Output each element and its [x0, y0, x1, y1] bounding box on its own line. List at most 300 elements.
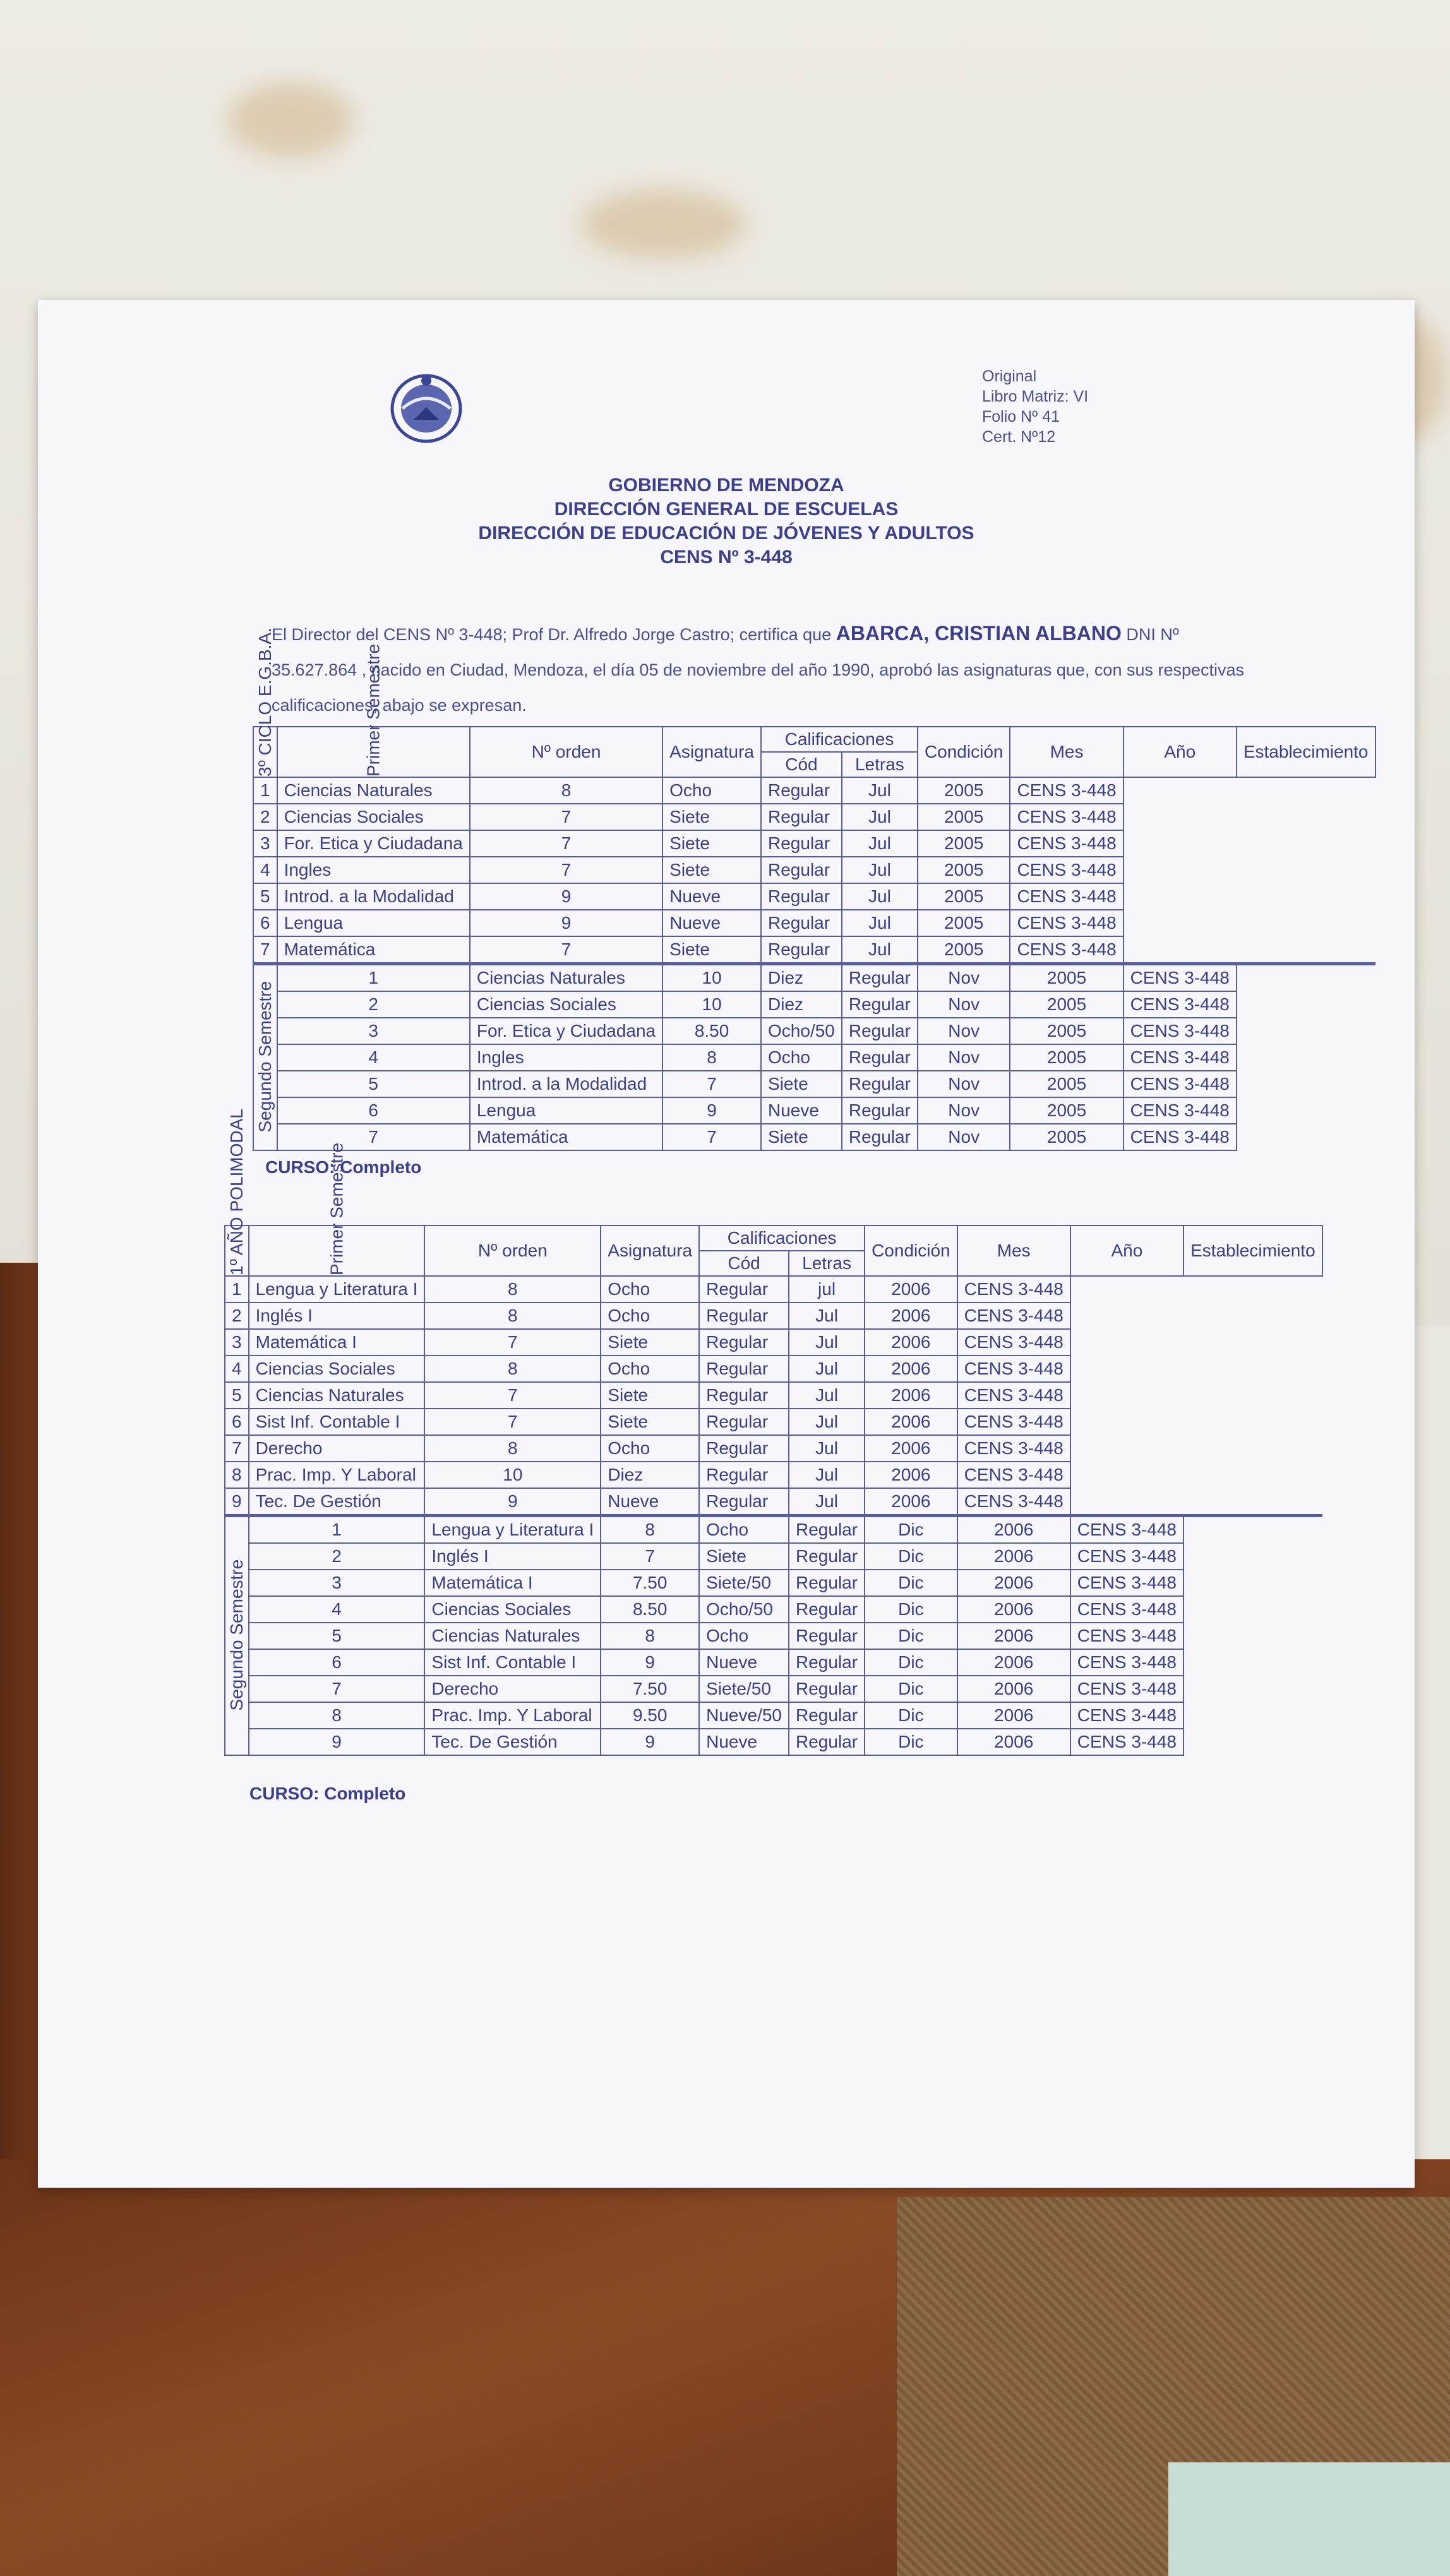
cell-establecimiento: CENS 3-448	[1010, 830, 1123, 857]
cell-mes: Jul	[842, 804, 918, 830]
cell-establecimiento: CENS 3-448	[1070, 1543, 1183, 1570]
cell-establecimiento: CENS 3-448	[1010, 804, 1123, 830]
crest-icon	[388, 369, 464, 445]
cell-orden: 4	[277, 1044, 470, 1071]
cell-cod: 8	[470, 777, 662, 804]
col-orden: Nº orden	[424, 1225, 601, 1276]
cell-asignatura: Ciencias Naturales	[277, 777, 470, 804]
cell-cod: 7	[470, 830, 662, 857]
cell-anio: 2006	[865, 1435, 957, 1462]
cell-condicion: Regular	[789, 1516, 865, 1544]
cycle-label: 1º AÑO POLIMODAL	[225, 1225, 249, 1276]
cell-letras: Nueve	[662, 910, 761, 936]
table-row	[253, 1124, 1375, 1150]
cell-orden: 4	[225, 1356, 249, 1382]
semester-label: Primer Semestre	[277, 727, 470, 777]
table-row	[253, 804, 1375, 830]
cell-mes: Jul	[789, 1462, 865, 1488]
cell-condicion: Regular	[699, 1435, 789, 1462]
cell-letras: Nueve	[699, 1649, 789, 1676]
table-row	[225, 1702, 1322, 1729]
cell-orden: 5	[277, 1071, 470, 1097]
cell-condicion: Regular	[842, 1097, 918, 1124]
table-row	[253, 883, 1375, 910]
intro-part2: DNI Nº 35.627.864 , nacido en Ciudad, Mendoza, el día 05 de noviembre del año 1990, aprobó las asignaturas que, con sus respectivas calificaciones, abajo se expresan.	[272, 625, 1245, 715]
cell-cod: 10	[424, 1462, 601, 1488]
cell-cod: 10	[662, 964, 761, 992]
table-row	[253, 857, 1375, 883]
cell-condicion: Regular	[761, 883, 842, 910]
cell-establecimiento: CENS 3-448	[1070, 1729, 1183, 1755]
cell-orden: 9	[225, 1488, 249, 1516]
cell-orden: 7	[253, 936, 277, 964]
cell-mes: Dic	[865, 1676, 957, 1702]
table-row	[225, 1729, 1322, 1755]
table-row	[225, 1570, 1322, 1596]
heading-direccion-general: DIRECCIÓN GENERAL DE ESCUELAS	[554, 499, 899, 520]
cell-letras: Siete	[662, 857, 761, 883]
cell-asignatura: Ciencias Naturales	[249, 1382, 425, 1409]
cell-mes: Jul	[789, 1409, 865, 1435]
cell-asignatura: Introd. a la Modalidad	[277, 883, 470, 910]
cell-asignatura: Lengua y Literatura I	[424, 1516, 601, 1544]
cell-anio: 2005	[918, 883, 1010, 910]
cell-cod: 9	[601, 1649, 699, 1676]
cell-anio: 2005	[1010, 1071, 1123, 1097]
cell-mes: Nov	[918, 1071, 1010, 1097]
cell-asignatura: Matemática I	[424, 1570, 601, 1596]
ref-original: Original	[982, 367, 1037, 385]
cell-condicion: Regular	[842, 1018, 918, 1044]
cell-orden: 9	[249, 1729, 425, 1755]
cell-cod: 7	[424, 1409, 601, 1435]
cell-asignatura: Prac. Imp. Y Laboral	[249, 1462, 425, 1488]
cell-anio: 2006	[865, 1356, 957, 1382]
cell-anio: 2006	[957, 1516, 1070, 1544]
cell-letras: Ocho	[601, 1435, 699, 1462]
cell-letras: Nueve	[662, 883, 761, 910]
cell-asignatura: Ingles	[277, 857, 470, 883]
cell-orden: 5	[253, 883, 277, 910]
table-row	[225, 1409, 1322, 1435]
cell-anio: 2006	[957, 1570, 1070, 1596]
cell-letras: Ocho	[662, 777, 761, 804]
cell-mes: Jul	[789, 1435, 865, 1462]
cell-condicion: Regular	[761, 804, 842, 830]
cell-orden: 5	[225, 1382, 249, 1409]
cell-mes: Dic	[865, 1649, 957, 1676]
cell-mes: Nov	[918, 964, 1010, 992]
cell-anio: 2005	[1010, 964, 1123, 992]
cell-cod: 7	[662, 1071, 761, 1097]
cell-condicion: Regular	[842, 1044, 918, 1071]
cell-asignatura: Sist Inf. Contable I	[249, 1409, 425, 1435]
cell-orden: 1	[225, 1276, 249, 1303]
cell-letras: Ocho/50	[761, 1018, 842, 1044]
cell-orden: 2	[225, 1303, 249, 1329]
heading-gobierno: GOBIERNO DE MENDOZA	[608, 475, 844, 496]
cell-letras: Diez	[601, 1462, 699, 1488]
table-row	[225, 1649, 1322, 1676]
cell-condicion: Regular	[699, 1356, 789, 1382]
cell-establecimiento: CENS 3-448	[1123, 1071, 1237, 1097]
cell-letras: Siete/50	[699, 1570, 789, 1596]
cell-asignatura: Ciencias Sociales	[424, 1596, 601, 1623]
cell-establecimiento: CENS 3-448	[1123, 1044, 1237, 1071]
col-anio: Año	[1123, 727, 1237, 777]
table-row	[253, 1018, 1375, 1044]
table-row	[225, 1676, 1322, 1702]
cell-letras: Ocho	[601, 1356, 699, 1382]
cell-condicion: Regular	[761, 777, 842, 804]
cell-orden: 2	[249, 1543, 425, 1570]
col-letras: Letras	[842, 752, 918, 777]
cell-mes: Jul	[789, 1303, 865, 1329]
col-establecimiento: Establecimiento	[1183, 1225, 1322, 1276]
cell-condicion: Regular	[789, 1623, 865, 1649]
cell-establecimiento: CENS 3-448	[1070, 1596, 1183, 1623]
cell-condicion: Regular	[842, 991, 918, 1018]
cell-orden: 3	[253, 830, 277, 857]
cell-cod: 7	[424, 1329, 601, 1356]
cell-mes: Nov	[918, 1018, 1010, 1044]
cell-letras: Ocho	[699, 1516, 789, 1544]
cell-cod: 7	[662, 1124, 761, 1150]
cell-condicion: Regular	[789, 1543, 865, 1570]
cell-orden: 1	[249, 1516, 425, 1544]
cell-establecimiento: CENS 3-448	[957, 1382, 1070, 1409]
cell-letras: Siete	[662, 936, 761, 964]
col-mes: Mes	[1010, 727, 1123, 777]
cell-asignatura: Matemática	[277, 936, 470, 964]
table-row	[225, 1382, 1322, 1409]
col-establecimiento: Establecimiento	[1237, 727, 1375, 777]
cell-cod: 10	[662, 991, 761, 1018]
cell-anio: 2005	[918, 936, 1010, 964]
cell-establecimiento: CENS 3-448	[957, 1462, 1070, 1488]
cell-letras: Siete	[601, 1382, 699, 1409]
cell-cod: 9	[470, 883, 662, 910]
cell-establecimiento: CENS 3-448	[1123, 1097, 1237, 1124]
table-row	[253, 1097, 1375, 1124]
table-row	[253, 1071, 1375, 1097]
table-row	[253, 964, 1375, 992]
table-row	[225, 1462, 1322, 1488]
cell-asignatura: Ciencias Sociales	[470, 991, 662, 1018]
cell-cod: 8	[424, 1303, 601, 1329]
cell-mes: Jul	[789, 1356, 865, 1382]
table-row	[253, 936, 1375, 964]
cell-asignatura: Lengua	[470, 1097, 662, 1124]
cell-establecimiento: CENS 3-448	[1010, 857, 1123, 883]
cell-anio: 2005	[918, 804, 1010, 830]
cell-establecimiento: CENS 3-448	[957, 1488, 1070, 1516]
cell-cod: 9	[662, 1097, 761, 1124]
col-cod: Cód	[761, 752, 842, 777]
cell-cod: 7	[601, 1543, 699, 1570]
cell-letras: Ocho	[699, 1623, 789, 1649]
cell-establecimiento: CENS 3-448	[1070, 1676, 1183, 1702]
table-row	[225, 1435, 1322, 1462]
ref-cert: Cert. Nº12	[982, 428, 1056, 446]
table-header-row	[253, 727, 1375, 752]
semester-label: Segundo Semestre	[253, 964, 277, 1151]
table-row	[225, 1516, 1322, 1544]
table-row	[253, 777, 1375, 804]
semester-label: Segundo Semestre	[225, 1516, 249, 1756]
cell-cod: 8	[424, 1435, 601, 1462]
cell-anio: 2005	[918, 830, 1010, 857]
cell-cod: 9.50	[601, 1702, 699, 1729]
col-condicion: Condición	[918, 727, 1010, 777]
cell-asignatura: Sist Inf. Contable I	[424, 1649, 601, 1676]
cell-establecimiento: CENS 3-448	[1010, 777, 1123, 804]
cell-asignatura: Matemática I	[249, 1329, 425, 1356]
cell-orden: 1	[253, 777, 277, 804]
cell-mes: Jul	[789, 1329, 865, 1356]
col-anio: Año	[1070, 1225, 1183, 1276]
col-asignatura: Asignatura	[662, 727, 761, 777]
wall-stain	[227, 82, 354, 158]
cell-letras: Ocho	[601, 1276, 699, 1303]
cell-establecimiento: CENS 3-448	[1123, 1018, 1237, 1044]
ref-folio: Folio Nº 41	[982, 408, 1060, 426]
cell-anio: 2006	[865, 1329, 957, 1356]
cell-anio: 2005	[918, 857, 1010, 883]
cell-asignatura: Ciencias Naturales	[424, 1623, 601, 1649]
cell-mes: Dic	[865, 1596, 957, 1623]
cell-letras: Nueve	[699, 1729, 789, 1755]
cell-cod: 7	[424, 1382, 601, 1409]
cell-letras: Siete	[662, 804, 761, 830]
cell-establecimiento: CENS 3-448	[957, 1435, 1070, 1462]
cell-asignatura: Ciencias Naturales	[470, 964, 662, 992]
cell-establecimiento: CENS 3-448	[1070, 1649, 1183, 1676]
cell-anio: 2006	[957, 1649, 1070, 1676]
cell-mes: Jul	[842, 936, 918, 964]
cell-cod: 8	[662, 1044, 761, 1071]
cell-condicion: Regular	[699, 1276, 789, 1303]
cell-mes: Jul	[789, 1382, 865, 1409]
cell-condicion: Regular	[761, 910, 842, 936]
cell-letras: Ocho	[601, 1303, 699, 1329]
cell-mes: Jul	[842, 777, 918, 804]
cell-cod: 8	[601, 1516, 699, 1544]
cell-letras: Siete	[601, 1409, 699, 1435]
cell-anio: 2005	[1010, 1044, 1123, 1071]
cell-anio: 2006	[865, 1303, 957, 1329]
table-row	[253, 830, 1375, 857]
cell-cod: 7	[470, 804, 662, 830]
cell-condicion: Regular	[789, 1649, 865, 1676]
cell-establecimiento: CENS 3-448	[957, 1356, 1070, 1382]
cell-anio: 2006	[957, 1729, 1070, 1755]
cell-anio: 2005	[1010, 1018, 1123, 1044]
cell-letras: Diez	[761, 991, 842, 1018]
cell-anio: 2006	[957, 1596, 1070, 1623]
cell-mes: jul	[789, 1276, 865, 1303]
cell-establecimiento: CENS 3-448	[1070, 1516, 1183, 1544]
heading-direccion-educacion: DIRECCIÓN DE EDUCACIÓN DE JÓVENES Y ADULTOS	[478, 523, 974, 544]
cell-condicion: Regular	[789, 1596, 865, 1623]
cell-anio: 2006	[865, 1462, 957, 1488]
table-row	[225, 1276, 1322, 1303]
cell-establecimiento: CENS 3-448	[1070, 1623, 1183, 1649]
cell-asignatura: Introd. a la Modalidad	[470, 1071, 662, 1097]
cell-mes: Jul	[789, 1488, 865, 1516]
cell-asignatura: Prac. Imp. Y Laboral	[424, 1702, 601, 1729]
table-row	[253, 991, 1375, 1018]
cell-mes: Dic	[865, 1570, 957, 1596]
cell-condicion: Regular	[842, 1124, 918, 1150]
cell-cod: 8.50	[662, 1018, 761, 1044]
cell-letras: Diez	[761, 964, 842, 992]
cell-asignatura: Lengua y Literatura I	[249, 1276, 425, 1303]
cell-anio: 2006	[957, 1676, 1070, 1702]
cell-mes: Dic	[865, 1623, 957, 1649]
cell-mes: Jul	[842, 883, 918, 910]
cell-mes: Jul	[842, 910, 918, 936]
intro-part1: El Director del CENS Nº 3-448; Prof Dr. Alfredo Jorge Castro; certifica que	[272, 625, 832, 644]
cell-orden: 4	[253, 857, 277, 883]
certification-text	[272, 616, 1257, 723]
col-calificaciones: Calificaciones	[761, 727, 918, 752]
cell-establecimiento: CENS 3-448	[1070, 1702, 1183, 1729]
col-orden: Nº orden	[470, 727, 662, 777]
heading-cens: CENS Nº 3-448	[660, 547, 793, 568]
cell-cod: 7.50	[601, 1570, 699, 1596]
cell-establecimiento: CENS 3-448	[957, 1303, 1070, 1329]
cell-letras: Siete	[761, 1124, 842, 1150]
cell-mes: Jul	[842, 830, 918, 857]
col-calificaciones: Calificaciones	[699, 1225, 865, 1251]
cell-condicion: Regular	[789, 1676, 865, 1702]
cell-orden: 6	[249, 1649, 425, 1676]
cell-establecimiento: CENS 3-448	[957, 1409, 1070, 1435]
cell-orden: 3	[277, 1018, 470, 1044]
col-condicion: Condición	[865, 1225, 957, 1276]
cell-orden: 6	[277, 1097, 470, 1124]
ref-libro: Libro Matriz: VI	[982, 388, 1089, 405]
curso-status: CURSO: Completo	[249, 1784, 406, 1803]
cell-condicion: Regular	[789, 1702, 865, 1729]
col-letras: Letras	[789, 1251, 865, 1276]
cell-condicion: Regular	[699, 1488, 789, 1516]
cell-cod: 8.50	[601, 1596, 699, 1623]
cell-asignatura: Ciencias Sociales	[249, 1356, 425, 1382]
cell-establecimiento: CENS 3-448	[957, 1329, 1070, 1356]
curso-status: CURSO: Completo	[265, 1157, 422, 1177]
cell-orden: 8	[249, 1702, 425, 1729]
table-row	[225, 1356, 1322, 1382]
cell-cod: 8	[424, 1356, 601, 1382]
cell-condicion: Regular	[699, 1382, 789, 1409]
table-row	[253, 910, 1375, 936]
cell-anio: 2006	[865, 1488, 957, 1516]
cell-orden: 6	[253, 910, 277, 936]
cell-orden: 7	[277, 1124, 470, 1150]
cell-cod: 8	[424, 1276, 601, 1303]
cell-asignatura: Derecho	[424, 1676, 601, 1702]
cell-condicion: Regular	[699, 1462, 789, 1488]
wall-stain	[581, 189, 745, 259]
cell-asignatura: For. Etica y Ciudadana	[277, 830, 470, 857]
col-asignatura: Asignatura	[601, 1225, 699, 1276]
certificate-paper	[38, 300, 1415, 2188]
cell-letras: Nueve	[761, 1097, 842, 1124]
cell-orden: 8	[225, 1462, 249, 1488]
cell-orden: 1	[277, 964, 470, 992]
cell-condicion: Regular	[761, 857, 842, 883]
cell-establecimiento: CENS 3-448	[1123, 1124, 1237, 1150]
cell-establecimiento: CENS 3-448	[1010, 883, 1123, 910]
cell-letras: Siete	[699, 1543, 789, 1570]
table-row	[225, 1596, 1322, 1623]
cell-mes: Dic	[865, 1543, 957, 1570]
cell-anio: 2005	[1010, 1097, 1123, 1124]
cell-letras: Ocho/50	[699, 1596, 789, 1623]
cell-mes: Jul	[842, 857, 918, 883]
cell-letras: Nueve	[601, 1488, 699, 1516]
floor-tile	[1168, 2462, 1450, 2576]
cell-establecimiento: CENS 3-448	[1010, 910, 1123, 936]
table-row	[225, 1303, 1322, 1329]
cell-condicion: Regular	[789, 1570, 865, 1596]
table-row	[225, 1488, 1322, 1516]
cell-mes: Nov	[918, 1124, 1010, 1150]
col-cod: Cód	[699, 1251, 789, 1276]
document-reference	[982, 366, 1088, 447]
cell-orden: 3	[225, 1329, 249, 1356]
cell-asignatura: Ciencias Sociales	[277, 804, 470, 830]
cycle-label: 3º CICLO E.G.B.A.	[253, 727, 277, 777]
table-header-row	[225, 1225, 1322, 1251]
cell-anio: 2005	[918, 910, 1010, 936]
cell-orden: 2	[253, 804, 277, 830]
cell-cod: 7	[470, 936, 662, 964]
cell-letras: Siete	[662, 830, 761, 857]
cell-orden: 2	[277, 991, 470, 1018]
cell-orden: 7	[225, 1435, 249, 1462]
cell-asignatura: Inglés I	[424, 1543, 601, 1570]
document-heading	[38, 474, 1415, 569]
cell-cod: 9	[470, 910, 662, 936]
cell-condicion: Regular	[699, 1409, 789, 1435]
cell-mes: Dic	[865, 1516, 957, 1544]
table-row	[253, 1044, 1375, 1071]
cell-mes: Nov	[918, 991, 1010, 1018]
cell-letras: Ocho	[761, 1044, 842, 1071]
cell-condicion: Regular	[699, 1303, 789, 1329]
cell-cod: 7.50	[601, 1676, 699, 1702]
cell-anio: 2005	[1010, 1124, 1123, 1150]
cell-letras: Siete	[601, 1329, 699, 1356]
cell-asignatura: Inglés I	[249, 1303, 425, 1329]
cell-anio: 2006	[865, 1276, 957, 1303]
cell-letras: Nueve/50	[699, 1702, 789, 1729]
cell-mes: Dic	[865, 1702, 957, 1729]
cell-orden: 3	[249, 1570, 425, 1596]
cell-condicion: Regular	[699, 1329, 789, 1356]
cell-orden: 4	[249, 1596, 425, 1623]
col-mes: Mes	[957, 1225, 1070, 1276]
table-row	[225, 1329, 1322, 1356]
cell-asignatura: Matemática	[470, 1124, 662, 1150]
cell-cod: 9	[424, 1488, 601, 1516]
cell-condicion: Regular	[842, 1071, 918, 1097]
cell-orden: 6	[225, 1409, 249, 1435]
cell-letras: Siete/50	[699, 1676, 789, 1702]
